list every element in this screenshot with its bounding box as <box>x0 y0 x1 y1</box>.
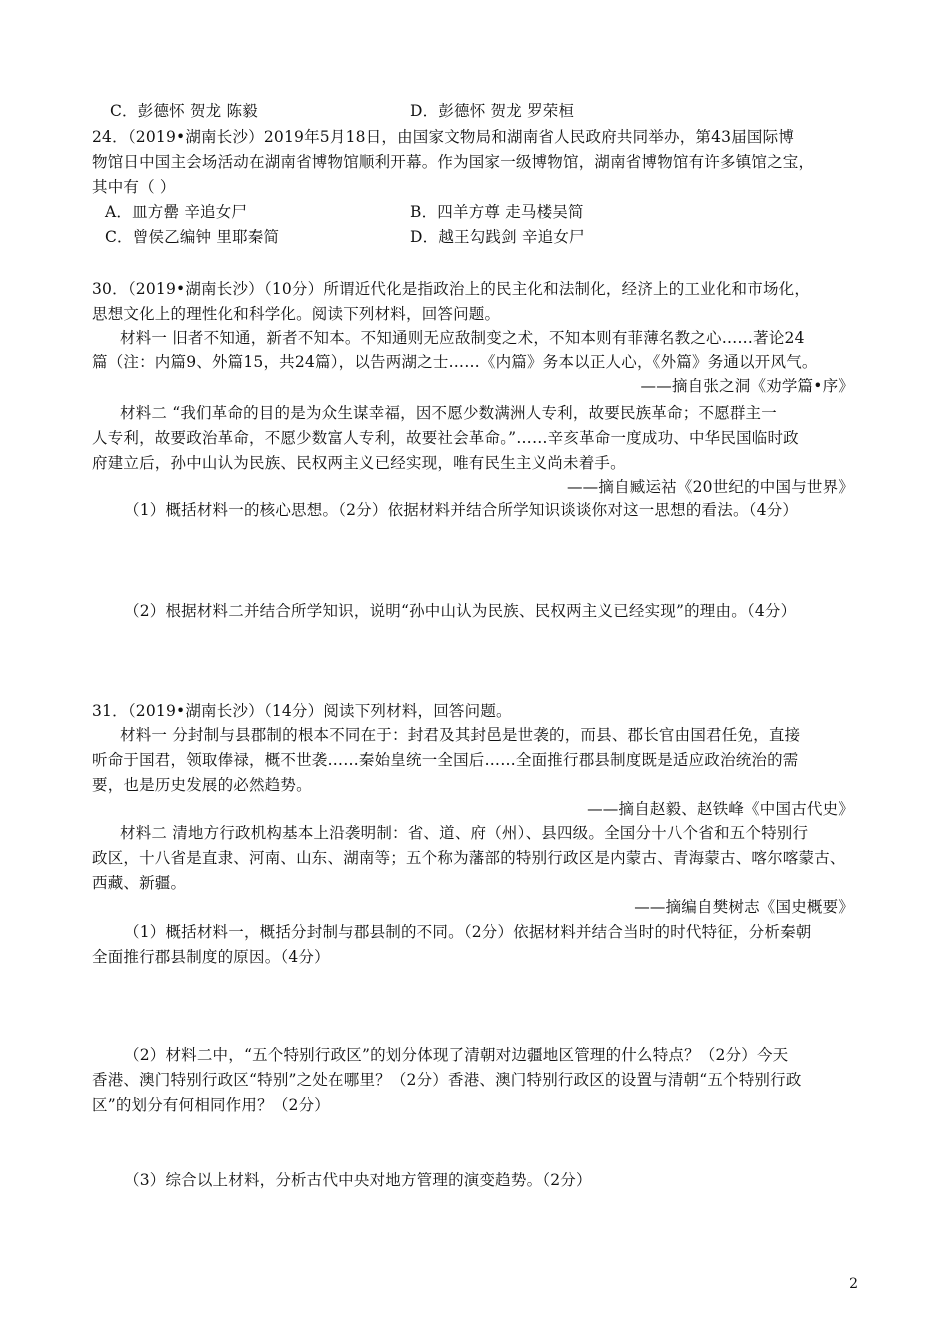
q31-material2-line2: 政区，十八省是直隶、河南、山东、湖南等；五个称为藩部的特别行政区是内蒙古、青海蒙古、喀尔喀蒙古、 <box>92 849 846 867</box>
q31-stem: 31．（2019•湖南长沙）（14分）阅读下列材料，回答问题。 <box>92 702 512 720</box>
q31-subquestion-1-line1: （1）概括材料一，概括分封制与郡县制的不同。（2分）依据材料并结合当时的时代特征，分析秦朝 <box>124 923 812 941</box>
q31-material2-source: ——摘编自樊树志《国史概要》 <box>634 898 854 916</box>
page-number: 2 <box>849 1276 858 1292</box>
q30-material2-line2: 人专利，故要政治革命，不愿少数富人专利，故要社会革命。”……辛亥革命一度成功、中华民国临时政 <box>92 429 799 447</box>
q30-material2-line1: 材料二 “我们革命的目的是为众生谋幸福，因不愿少数满洲人专利，故要民族革命；不愿群主一 <box>120 404 777 422</box>
q24-stem-line1: 24．（2019•湖南长沙）2019年5月18日，由国家文物局和湖南省人民政府共同举办，第43届国际博 <box>92 128 795 146</box>
q30-material1-line1: 材料一 旧者不知通，新者不知本。不知通则无应敌制变之术，不知本则有菲薄名教之心……著论24 <box>120 329 805 347</box>
q30-stem-line2: 思想文化上的理性化和科学化。阅读下列材料，回答问题。 <box>92 305 501 323</box>
q24-option-b: B．四羊方尊 走马楼吴简 <box>410 203 584 221</box>
q30-material2-line3: 府建立后，孙中山认为民族、民权两主义已经实现，唯有民生主义尚未着手。 <box>92 454 626 472</box>
q31-subquestion-2-line1: （2）材料二中，“五个特别行政区”的划分体现了清朝对边疆地区管理的什么特点？（2分）今天 <box>124 1046 789 1064</box>
q30-material2-source: ——摘自臧运祜《20世纪的中国与世界》 <box>566 478 854 496</box>
q30-subquestion-2: （2）根据材料二并结合所学知识，说明“孙中山认为民族、民权两主义已经实现”的理由。（4分） <box>124 602 797 620</box>
q31-material2-line3: 西藏、新疆。 <box>92 874 187 892</box>
q31-material1-source: ——摘自赵毅、赵铁峰《中国古代史》 <box>587 800 854 818</box>
q24-stem-line3: 其中有（ ） <box>92 178 176 196</box>
q31-material1-line1: 材料一 分封制与县郡制的根本不同在于：封君及其封邑是世袭的，而县、郡长官由国君任免，直接 <box>120 726 801 744</box>
q24-stem-line2: 物馆日中国主会场活动在湖南省博物馆顺利开幕。作为国家一级博物馆，湖南省博物馆有许多镇馆之宝， <box>92 153 815 171</box>
q30-material1-line2: 篇（注：内篇9、外篇15，共24篇），以告两湖之士……《内篇》务本以正人心，《外篇》务通以开风气。 <box>92 353 818 371</box>
q31-material1-line3: 要，也是历史发展的必然趋势。 <box>92 776 312 794</box>
q31-subquestion-2-line2: 香港、澳门特别行政区“特别”之处在哪里？（2分）香港、澳门特别行政区的设置与清朝“五个特别行政 <box>92 1071 802 1089</box>
q24-option-a: A．皿方罍 辛追女尸 <box>105 203 248 221</box>
q23-option-d: D．彭德怀 贺龙 罗荣桓 <box>410 102 575 120</box>
q30-material1-source: ——摘自张之洞《劝学篇•序》 <box>640 377 854 395</box>
q23-option-c: C．彭德怀 贺龙 陈毅 <box>110 102 258 120</box>
q31-material1-line2: 听命于国君，领取俸禄，概不世袭……秦始皇统一全国后……全面推行郡县制度既是适应政治统治的需 <box>92 751 799 769</box>
q31-material2-line1: 材料二 清地方行政机构基本上沿袭明制：省、道、府（州）、县四级。全国分十八个省和五个特别行 <box>120 824 809 842</box>
q24-option-c: C．曾侯乙编钟 里耶秦简 <box>105 228 280 246</box>
q30-stem-line1: 30．（2019•湖南长沙）（10分）所谓近代化是指政治上的民主化和法制化，经济上的工业化和市场化， <box>92 280 811 298</box>
q24-option-d: D．越王勾践剑 辛追女尸 <box>410 228 585 246</box>
q30-subquestion-1: （1）概括材料一的核心思想。（2分）依据材料并结合所学知识谈谈你对这一思想的看法。（4分） <box>124 501 799 519</box>
q31-subquestion-3: （3）综合以上材料，分析古代中央对地方管理的演变趋势。（2分） <box>124 1171 592 1189</box>
q31-subquestion-2-line3: 区”的划分有何相同作用？（2分） <box>92 1096 330 1114</box>
q31-subquestion-1-line2: 全面推行郡县制度的原因。（4分） <box>92 948 330 966</box>
